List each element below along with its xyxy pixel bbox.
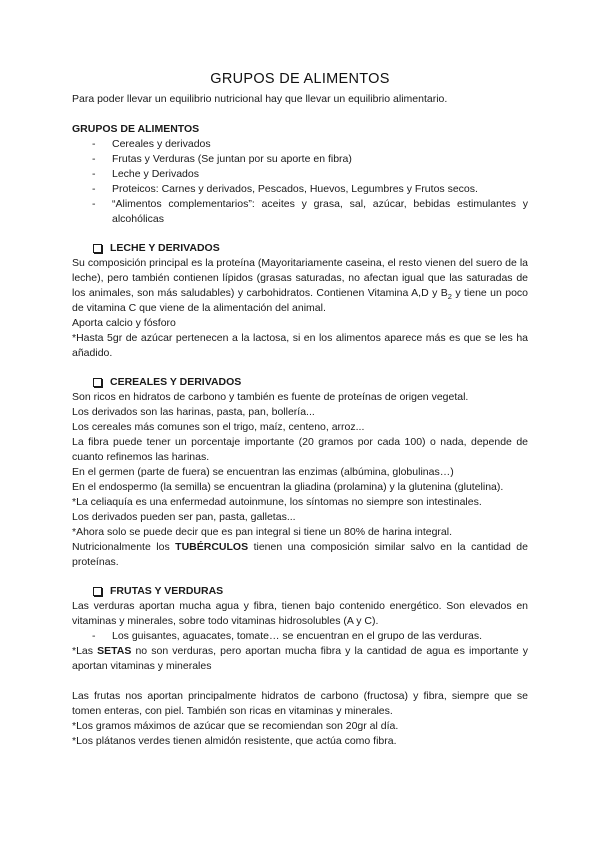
intro-paragraph: Para poder llevar un equilibrio nutricional hay que llevar un equilibrio alimentario.: [72, 93, 448, 105]
cereales-line: Son ricos en hidratos de carbono y también es fuente de proteínas de origen vegetal.: [72, 391, 469, 403]
section-heading-cereales: [93, 375, 528, 390]
checkbox-bullet-icon: [93, 244, 102, 253]
frutas-list: [72, 629, 528, 644]
list-item: - “Alimentos complementarios”: aceites y grasa, sal, azúcar, bebidas estimulantes y alcohólicas: [92, 198, 528, 225]
groups-heading: GRUPOS DE ALIMENTOS: [72, 123, 200, 135]
page-title: GRUPOS DE ALIMENTOS: [210, 71, 390, 87]
list-item: - Proteicos: Carnes y derivados, Pescados, Huevos, Legumbres y Frutos secos.: [92, 183, 478, 195]
checkbox-bullet-icon: [93, 378, 102, 387]
frutas-paragraph: Las verduras aportan mucha agua y fibra, tienen bajo contenido energético. Son elevados en vitaminas y minerales, sobre todo vitaminas hidrosolubles (A y C).: [72, 600, 528, 627]
frutas-paragraph: Las frutas nos aportan principalmente hidratos de carbono (fructosa) y fibra, siempre que se tomen enteras, con piel. También son ricas en vitaminas y minerales.: [72, 690, 528, 717]
list-item: - Los guisantes, aguacates, tomate… se encuentran en el grupo de las verduras.: [92, 630, 483, 642]
section-title: LECHE Y DERIVADOS: [110, 242, 220, 254]
section-title: FRUTAS Y VERDURAS: [110, 585, 224, 597]
section-title: CEREALES Y DERIVADOS: [110, 376, 242, 388]
section-heading-frutas: [93, 584, 528, 599]
leche-paragraph: Su composición principal es la proteína (Mayoritariamente caseina, el resto vienen del suero de la leche), pero también contienen lípidos (grasas saturadas, no afectan igual que las saturadas de los animales, son más saludables) y carbohidratos. Contienen Vitamina A,D y $B_2$ y tiene un poco de vitamina C que viene de la alimentación del animal.: [72, 257, 528, 314]
cereales-line: La fibra puede tener un porcentaje importante (20 gramos por cada 100) o nada, depende de cuanto refinemos las harinas.: [72, 436, 528, 463]
section-heading-leche: [93, 241, 528, 256]
leche-note: *Hasta 5gr de azúcar pertenecen a la lactosa, si en los alimentos aparece más es que se les ha añadido.: [72, 332, 528, 359]
cereales-line: Los cereales más comunes son el trigo, maíz, centeno, arroz...: [72, 421, 365, 433]
frutas-note: *Los plátanos verdes tienen almidón resistente, que actúa como fibra.: [72, 735, 397, 747]
checkbox-bullet-icon: [93, 587, 102, 596]
cereales-line: Los derivados pueden ser pan, pasta, galletas...: [72, 511, 296, 523]
cereales-line: Los derivados son las harinas, pasta, pan, bollería...: [72, 406, 315, 418]
cereales-line: Nutricionalmente los TUBÉRCULOS tienen una composición similar salvo en la cantidad de proteínas.: [72, 541, 528, 568]
cereales-line: En el endospermo (la semilla) se encuentran la gliadina (prolamina) y la glutenina (glutelina).: [72, 481, 504, 493]
cereales-line: En el germen (parte de fuera) se encuentran las enzimas (albúmina, globulinas…): [72, 466, 454, 478]
groups-list: [72, 137, 528, 227]
frutas-note: *Los gramos máximos de azúcar que se recomiendan son 20gr al día.: [72, 720, 399, 732]
list-item: - Leche y Derivados: [92, 168, 199, 180]
list-item: - Frutas y Verduras (Se juntan por su aporte en fibra): [92, 153, 352, 165]
list-item: - Cereales y derivados: [92, 138, 211, 150]
leche-paragraph: Aporta calcio y fósforo: [72, 317, 176, 329]
frutas-note: *Las SETAS no son verduras, pero aportan mucha fibra y la cantidad de agua es importante y aportan vitaminas y minerales: [72, 645, 528, 672]
cereales-line: *La celiaquía es una enfermedad autoinmune, los síntomas no siempre son intestinales.: [72, 496, 482, 508]
cereales-line: *Ahora solo se puede decir que es pan integral si tiene un 80% de harina integral.: [72, 526, 453, 538]
